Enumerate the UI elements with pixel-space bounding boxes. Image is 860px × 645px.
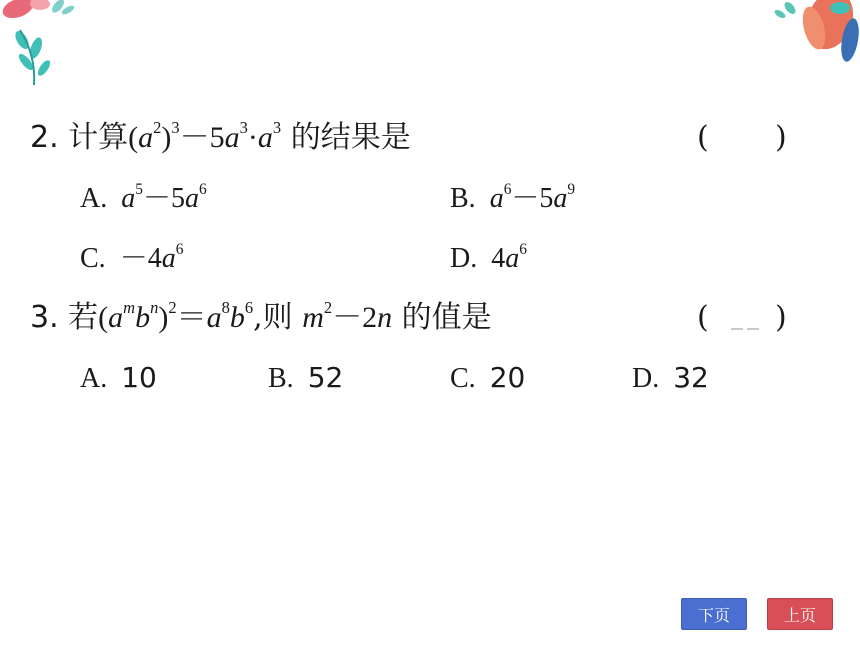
blank-mark [747, 328, 759, 330]
answer-bracket-close: ) [775, 300, 787, 335]
option-value: 52 [307, 361, 344, 394]
question-number: 2. [30, 120, 59, 155]
option-a [80, 178, 207, 219]
option-value: 10 [121, 361, 157, 394]
question-text: ,则 [253, 300, 293, 335]
question-text: 的结果是 [290, 120, 411, 155]
option-letter: C. [450, 363, 476, 394]
next-page-button[interactable]: 下页 [681, 598, 747, 630]
floral-decoration-icon [0, 0, 90, 100]
answer-bracket-close: ) [775, 120, 787, 155]
question-text: 若 [68, 300, 99, 335]
blank-mark [731, 328, 743, 330]
math-expression: $(a^2)^3-5a^3\cdot a^3$ [128, 117, 282, 154]
option-letter: B. [450, 183, 476, 214]
question-3-stem [30, 298, 492, 338]
option-b [450, 178, 575, 219]
option-b [268, 358, 343, 399]
option-d [450, 238, 527, 279]
floral-decoration-icon [730, 0, 860, 80]
option-letter: A. [80, 183, 108, 214]
option-a [80, 358, 157, 399]
option-letter: D. [632, 363, 660, 394]
question-2-stem [30, 118, 411, 158]
option-formula: $a^5-5a^6$ [121, 180, 207, 214]
option-letter: B. [268, 363, 294, 394]
previous-page-button[interactable]: 上页 [767, 598, 833, 630]
option-formula: $-4a^6$ [119, 240, 184, 274]
option-value: 32 [673, 361, 709, 394]
option-d [632, 358, 709, 399]
answer-bracket-open: ( [697, 120, 709, 155]
option-letter: C. [80, 243, 106, 274]
question-text: 计算 [68, 120, 129, 155]
math-expression: $(a^mb^n)^2=a^8b^6$ [98, 297, 254, 334]
option-c [80, 238, 183, 279]
option-value: 20 [489, 361, 526, 394]
math-expression: $m^2-2n$ [302, 297, 393, 334]
option-c [450, 358, 525, 399]
question-number: 3. [30, 300, 59, 335]
option-letter: D. [450, 243, 478, 274]
option-formula: $4a^6$ [491, 240, 527, 274]
question-text: 的值是 [401, 300, 492, 335]
option-letter: A. [80, 363, 108, 394]
option-formula: $a^6-5a^9$ [489, 180, 576, 214]
answer-bracket-open: ( [697, 300, 709, 335]
